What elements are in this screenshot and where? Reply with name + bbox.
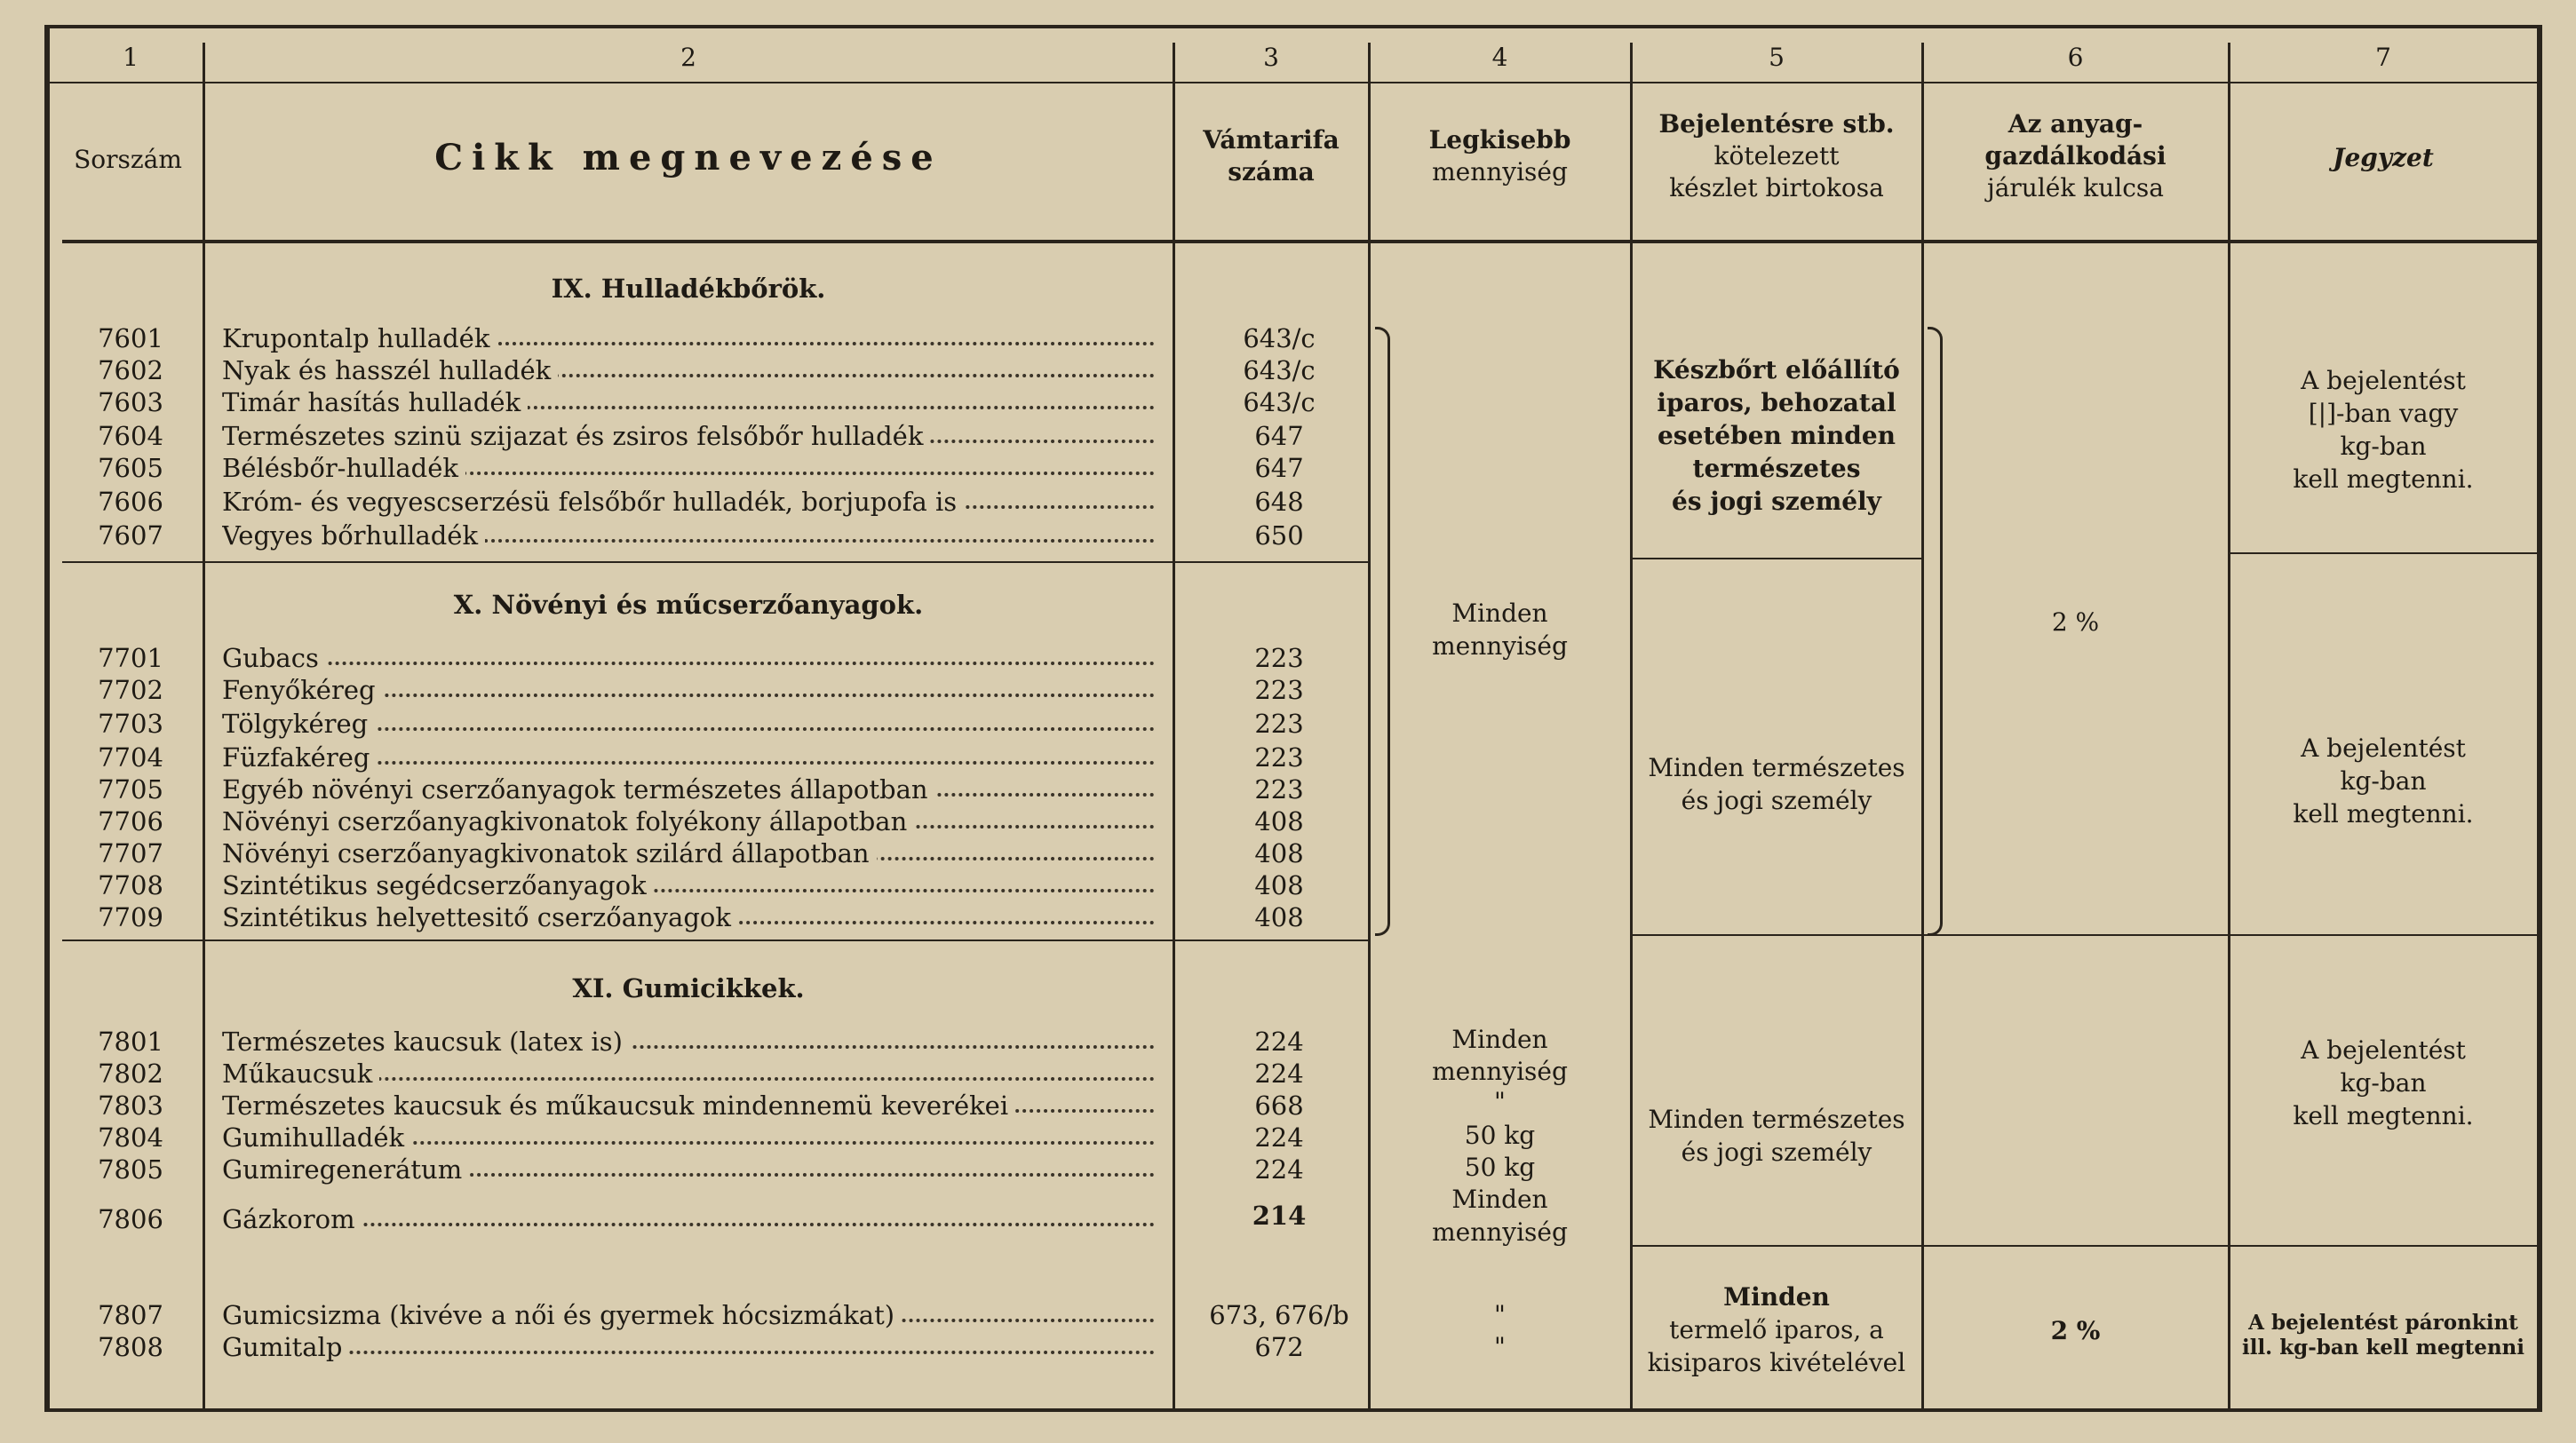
row-name bbox=[222, 1122, 1155, 1153]
row-code: 7706 bbox=[98, 806, 163, 836]
row-tariff: 647 bbox=[1254, 453, 1304, 483]
holder-cell-a bbox=[1632, 353, 1921, 518]
row-name-text: Gumicsizma (kivéve a női és gyermek hócsizmákat) bbox=[222, 1300, 902, 1330]
column-number: 1 bbox=[123, 43, 139, 72]
row-code: 7707 bbox=[98, 838, 163, 868]
row-code: 7606 bbox=[98, 487, 163, 517]
row-name-text: Füzfakéreg bbox=[222, 742, 377, 773]
cell-line: ill. kg-ban kell megtenni bbox=[2241, 1336, 2525, 1360]
row-tariff: 223 bbox=[1254, 709, 1304, 739]
holder-cell-d bbox=[1632, 1280, 1921, 1379]
row-name-text: Timár hasítás hulladék bbox=[222, 387, 528, 417]
row-tariff: 224 bbox=[1254, 1027, 1304, 1057]
row-code: 7603 bbox=[98, 387, 163, 417]
row-code: 7601 bbox=[98, 323, 163, 353]
row-tariff: 668 bbox=[1254, 1090, 1304, 1121]
cell-line: [|]-ban vagy bbox=[2308, 399, 2459, 428]
row-name-text: Természetes kaucsuk (latex is) bbox=[222, 1027, 630, 1057]
row-name-text: Tölgykéreg bbox=[222, 709, 375, 739]
row-name bbox=[222, 1027, 1155, 1057]
section-rule bbox=[2228, 934, 2537, 936]
col-divider bbox=[1630, 43, 1633, 1410]
row-name-text: Egyéb növényi cserzőanyagok természetes állapotban bbox=[222, 774, 935, 805]
row-code: 7705 bbox=[98, 774, 163, 805]
section-title: IX. Hulladékbőrök. bbox=[551, 274, 826, 304]
cell-line: kg-ban bbox=[2340, 766, 2427, 796]
row-code: 7806 bbox=[98, 1204, 163, 1234]
cell-line: iparos, behozatal bbox=[1657, 388, 1896, 417]
header-line: Vámtarifa bbox=[1203, 125, 1340, 155]
col-divider bbox=[1921, 43, 1924, 1410]
cell-line: Készbőrt előállító bbox=[1653, 355, 1900, 385]
header-jarulek bbox=[1923, 108, 2228, 204]
holder-cell-c bbox=[1632, 1103, 1921, 1169]
section-rule bbox=[2228, 1245, 2537, 1247]
cell-line: Minden bbox=[1451, 599, 1548, 628]
header-rule bbox=[62, 240, 2537, 243]
row-tariff: 672 bbox=[1254, 1332, 1304, 1362]
row-name bbox=[222, 774, 1155, 805]
row-code: 7808 bbox=[98, 1332, 163, 1362]
column-number: 2 bbox=[680, 43, 696, 72]
cell-line: Minden természetes bbox=[1648, 1105, 1905, 1134]
row-min-quantity: Minden mennyiség bbox=[1432, 1185, 1568, 1247]
row-tariff: 224 bbox=[1254, 1122, 1304, 1153]
header-line: járulék kulcsa bbox=[1987, 173, 2164, 202]
row-name bbox=[222, 520, 1155, 551]
row-tariff: 223 bbox=[1254, 742, 1304, 773]
row-min-quantity: " bbox=[1494, 1300, 1506, 1329]
cell-line: természetes bbox=[1692, 454, 1861, 483]
row-code: 7604 bbox=[98, 421, 163, 451]
header-jegyzet: Jegyzet bbox=[2333, 143, 2434, 172]
row-name-text: Gumitalp bbox=[222, 1332, 349, 1362]
header-line: mennyiség bbox=[1432, 157, 1568, 186]
row-name bbox=[222, 1154, 1155, 1185]
row-name-text: Bélésbőr-hulladék bbox=[222, 453, 465, 483]
header-vamtarifa bbox=[1174, 124, 1368, 188]
row-code: 7605 bbox=[98, 453, 163, 483]
row-name-text: Gumiregenerátum bbox=[222, 1154, 469, 1185]
cell-line: kell megtenni. bbox=[2293, 1101, 2474, 1130]
row-name bbox=[222, 806, 1155, 836]
cell-line: kell megtenni. bbox=[2293, 799, 2474, 829]
row-name-text: Természetes szinü szijazat és zsiros felsőbőr hulladék bbox=[222, 421, 930, 451]
note-cell-c bbox=[2230, 1034, 2537, 1132]
row-name-text: Gumihulladék bbox=[222, 1122, 411, 1153]
row-name bbox=[222, 1058, 1155, 1089]
row-tariff: 408 bbox=[1254, 806, 1304, 836]
section-rule bbox=[1921, 1245, 2228, 1247]
column-number: 6 bbox=[2067, 43, 2084, 72]
row-name bbox=[222, 1332, 1155, 1362]
section-rule bbox=[2228, 552, 2537, 554]
row-name bbox=[222, 355, 1155, 385]
cell-line: Minden természetes bbox=[1648, 753, 1905, 782]
section-rule bbox=[1173, 561, 1368, 563]
column-number-rule bbox=[50, 82, 2537, 83]
header-line: száma bbox=[1228, 157, 1315, 186]
row-name-text: Gubacs bbox=[222, 643, 326, 673]
cell-line: A bejelentést bbox=[2301, 1035, 2466, 1065]
row-tariff: 643/c bbox=[1243, 323, 1316, 353]
row-tariff: 650 bbox=[1254, 520, 1304, 551]
row-name-text: Gázkorom bbox=[222, 1204, 362, 1234]
cell-line: és jogi személy bbox=[1681, 1138, 1872, 1167]
row-name bbox=[222, 675, 1155, 705]
header-bejelentes bbox=[1632, 108, 1921, 204]
col-divider bbox=[2228, 43, 2230, 1410]
row-min-quantity: 50 kg bbox=[1464, 1153, 1536, 1182]
row-tariff: 408 bbox=[1254, 838, 1304, 868]
row-code: 7802 bbox=[98, 1058, 163, 1089]
header-line: gazdálkodási bbox=[1984, 141, 2167, 170]
section-title: X. Növényi és műcserzőanyagok. bbox=[453, 590, 924, 620]
header-line: Legkisebb bbox=[1428, 125, 1571, 155]
header-line: készlet birtokosa bbox=[1669, 173, 1884, 202]
row-name bbox=[222, 421, 1155, 451]
section-rule bbox=[1921, 934, 2228, 936]
min-quantity-merged bbox=[1370, 597, 1630, 662]
cell-line: A bejelentést bbox=[2301, 366, 2466, 395]
header-cikk-megnevezese: Cikk megnevezése bbox=[434, 137, 942, 178]
section-rule bbox=[62, 940, 1173, 941]
row-code: 7709 bbox=[98, 902, 163, 932]
row-name-text: Fenyőkéreg bbox=[222, 675, 383, 705]
row-name-text: Vegyes bőrhulladék bbox=[222, 520, 485, 551]
row-name-text: Krupontalp hulladék bbox=[222, 323, 497, 353]
row-name-text: Nyak és hasszél hulladék bbox=[222, 355, 558, 385]
cell-line: esetében minden bbox=[1657, 421, 1896, 450]
col-divider bbox=[203, 43, 205, 1410]
row-name bbox=[222, 323, 1155, 353]
row-code: 7801 bbox=[98, 1027, 163, 1057]
row-tariff: 408 bbox=[1254, 902, 1304, 932]
row-name bbox=[222, 1204, 1155, 1234]
row-name bbox=[222, 709, 1155, 739]
row-code: 7804 bbox=[98, 1122, 163, 1153]
row-tariff: 643/c bbox=[1243, 387, 1316, 417]
row-name-text: Növényi cserzőanyagkivonatok szilárd állapotban bbox=[222, 838, 877, 868]
row-min-quantity: Minden bbox=[1451, 1025, 1548, 1054]
holder-cell-b bbox=[1632, 751, 1921, 817]
row-min-quantity: " bbox=[1494, 1087, 1506, 1116]
row-name bbox=[222, 870, 1155, 900]
section-title: XI. Gumicikkek. bbox=[572, 973, 805, 1003]
row-name-text: Szintétikus helyettesitő cserzőanyagok bbox=[222, 902, 738, 932]
row-name-text: Természetes kaucsuk és műkaucsuk mindennemü keverékei bbox=[222, 1090, 1015, 1121]
cell-line: mennyiség bbox=[1432, 631, 1568, 661]
column-number: 7 bbox=[2375, 43, 2391, 72]
note-cell-a bbox=[2230, 364, 2537, 496]
row-name bbox=[222, 453, 1155, 483]
cell-line: A bejelentést páronkint bbox=[2248, 1311, 2518, 1335]
cell-line: és jogi személy bbox=[1681, 786, 1872, 815]
column-number: 3 bbox=[1263, 43, 1279, 72]
cell-line: termelő iparos, a bbox=[1669, 1315, 1884, 1344]
fee-rate-a: 2 % bbox=[2051, 607, 2100, 637]
row-tariff: 223 bbox=[1254, 774, 1304, 805]
column-number: 5 bbox=[1769, 43, 1785, 72]
header-legkisebb bbox=[1370, 124, 1630, 188]
row-code: 7701 bbox=[98, 643, 163, 673]
header-line: Az anyag- bbox=[2008, 109, 2143, 139]
column-number: 4 bbox=[1491, 43, 1508, 72]
row-code: 7607 bbox=[98, 520, 163, 551]
row-tariff: 224 bbox=[1254, 1154, 1304, 1185]
row-min-quantity: mennyiség bbox=[1432, 1057, 1568, 1086]
row-min-quantity: " bbox=[1494, 1332, 1506, 1361]
row-tariff: 648 bbox=[1254, 487, 1304, 517]
header-line: Bejelentésre stb. bbox=[1658, 109, 1895, 139]
row-name-text: Műkaucsuk bbox=[222, 1058, 379, 1089]
row-code: 7805 bbox=[98, 1154, 163, 1185]
row-name-text: Króm- és vegyescserzésü felsőbőr hulladék, borjupofa is bbox=[222, 487, 964, 517]
cell-line: kg-ban bbox=[2340, 1068, 2427, 1098]
row-tariff: 408 bbox=[1254, 870, 1304, 900]
section-rule bbox=[62, 561, 1173, 563]
header-sorszam: Sorszám bbox=[74, 145, 182, 174]
row-tariff: 224 bbox=[1254, 1058, 1304, 1089]
row-code: 7807 bbox=[98, 1300, 163, 1330]
cell-line: Minden bbox=[1723, 1282, 1830, 1312]
row-name bbox=[222, 838, 1155, 868]
row-name bbox=[222, 643, 1155, 673]
row-min-quantity: 50 kg bbox=[1464, 1121, 1536, 1150]
row-name bbox=[222, 902, 1155, 932]
section-rule bbox=[1173, 940, 1368, 941]
row-tariff: 647 bbox=[1254, 421, 1304, 451]
row-code: 7702 bbox=[98, 675, 163, 705]
row-tariff: 223 bbox=[1254, 675, 1304, 705]
row-name-text: Szintétikus segédcserzőanyagok bbox=[222, 870, 654, 900]
row-name-text: Növényi cserzőanyagkivonatok folyékony állapotban bbox=[222, 806, 914, 836]
header-line: kötelezett bbox=[1713, 141, 1840, 170]
cell-line: kell megtenni. bbox=[2293, 464, 2474, 494]
row-tariff: 673, 676/b bbox=[1209, 1300, 1349, 1330]
section-rule bbox=[1630, 934, 1921, 936]
row-name bbox=[222, 387, 1155, 417]
section-rule bbox=[1630, 1245, 1921, 1247]
cell-line: kisiparos kivételével bbox=[1647, 1348, 1906, 1377]
row-tariff: 643/c bbox=[1243, 355, 1316, 385]
fee-rate-b: 2 % bbox=[2050, 1316, 2101, 1345]
note-cell-d bbox=[2230, 1311, 2537, 1360]
row-name bbox=[222, 1090, 1155, 1121]
row-code: 7704 bbox=[98, 742, 163, 773]
cell-line: és jogi személy bbox=[1672, 487, 1881, 516]
row-code: 7703 bbox=[98, 709, 163, 739]
note-cell-b bbox=[2230, 732, 2537, 830]
col-divider bbox=[1173, 43, 1175, 1410]
row-tariff: 214 bbox=[1252, 1201, 1307, 1231]
row-name bbox=[222, 1300, 1155, 1330]
section-rule bbox=[1630, 558, 1921, 559]
row-code: 7708 bbox=[98, 870, 163, 900]
row-code: 7803 bbox=[98, 1090, 163, 1121]
cell-line: A bejelentést bbox=[2301, 733, 2466, 763]
row-tariff: 223 bbox=[1254, 643, 1304, 673]
row-code: 7602 bbox=[98, 355, 163, 385]
row-name bbox=[222, 487, 1155, 517]
cell-line: kg-ban bbox=[2340, 432, 2427, 461]
row-name bbox=[222, 742, 1155, 773]
